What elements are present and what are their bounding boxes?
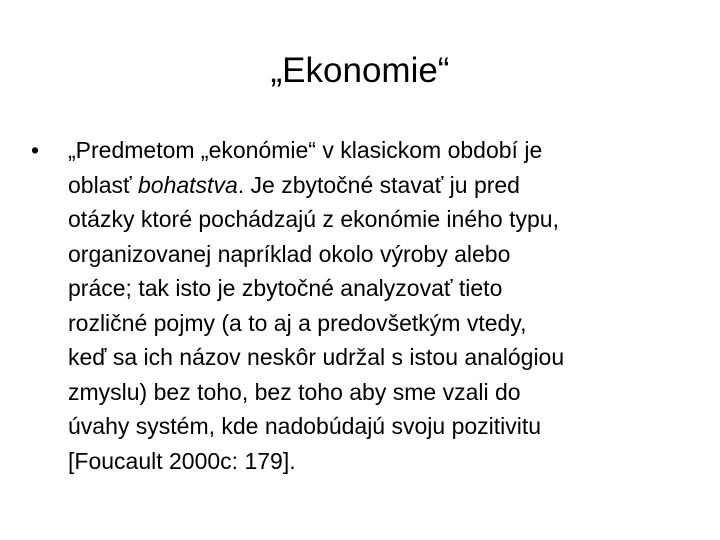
bullet-line-2 xyxy=(68,168,691,203)
slide-title: „Ekonomie“ xyxy=(270,51,450,90)
bullet-line-1: „Predmetom „ekonómie“ v klasickom období je xyxy=(68,137,543,163)
bullet-line-3: otázky ktoré pochádzajú z ekonómie iného typu, xyxy=(68,206,559,232)
bullet-line-7: keď sa ich názov neskôr udržal s istou analógiou xyxy=(68,344,565,370)
bullet-line-2-prefix: oblasť xyxy=(68,171,138,198)
bullet-text xyxy=(68,133,691,478)
bullet-line-2-italic: bohatstva xyxy=(138,171,238,198)
bullet-line-5: práce; tak isto je zbytočné analyzovať tieto xyxy=(68,275,503,301)
bullet-line-9: úvahy systém, kde nadobúdajú svoju pozitivitu xyxy=(68,413,542,439)
bullet-line-2-rest: . Je zbytočné stavať ju pred xyxy=(237,171,520,198)
bullet-line-8: zmyslu) bez toho, bez toho aby sme vzali do xyxy=(68,378,521,405)
bullet-line-10: [Foucault 2000c: 179]. xyxy=(68,447,296,474)
bullet-line-6: rozličné pojmy (a to aj a predovšetkým vtedy, xyxy=(68,309,527,336)
bullet-marker: • xyxy=(31,137,40,163)
bullet-line-4: organizovanej napríklad okolo výroby alebo xyxy=(68,240,511,267)
